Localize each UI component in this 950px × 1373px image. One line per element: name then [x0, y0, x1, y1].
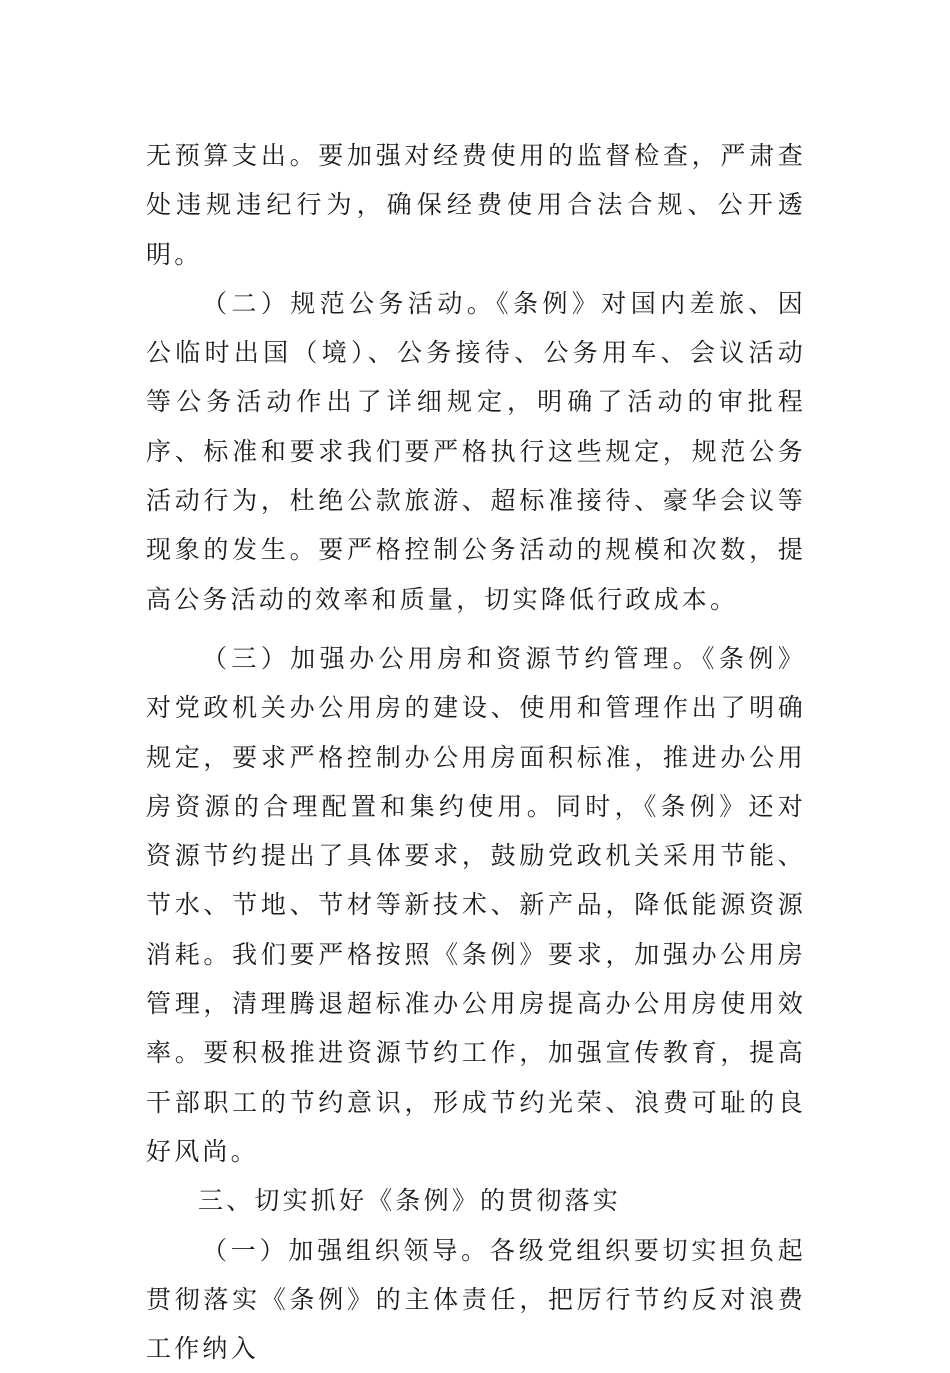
- document-body: [146, 131, 806, 1373]
- section-heading-3: 三、切实抓好《条例》的贯彻落实: [198, 1186, 622, 1216]
- paragraph-section-2: （二）规范公务活动。《条例》对国内差旅、因公临时出国（境）、公务接待、公务用车、会议活动等公务活动作出了详细规定，明确了活动的审批程序、标准和要求我们要严格执行这些规定，规范公务活动行为，杜绝公款旅游、超标准接待、豪华会议等现象的发生。要严格控制公务活动的规模和次数，提高公务活动的效率和质量，切实降低行政成本。: [146, 288, 806, 614]
- paragraph-continuation: 无预算支出。要加强对经费使用的监督检查，严肃查处违规违纪行为，确保经费使用合法合规、公开透明。: [146, 141, 806, 269]
- paragraph-section-3: （三）加强办公用房和资源节约管理。《条例》对党政机关办公用房的建设、使用和管理作出了明确规定，要求严格控制办公用房面积标准，推进办公用房资源的合理配置和集约使用。同时，《条例》还对资源节约提出了具体要求，鼓励党政机关采用节能、节水、节地、节材等新技术、新产品，降低能源资源消耗。我们要严格按照《条例》要求，加强办公用房管理，清理腾退超标准办公用房提高办公用房使用效率。要积极推进资源节约工作，加强宣传教育，提高干部职工的节约意识，形成节约光荣、浪费可耻的良好风尚。: [146, 643, 806, 1166]
- paragraph-subsection-1: （一）加强组织领导。各级党组织要切实担负起贯彻落实《条例》的主体责任，把厉行节约反对浪费工作纳入: [146, 1235, 806, 1364]
